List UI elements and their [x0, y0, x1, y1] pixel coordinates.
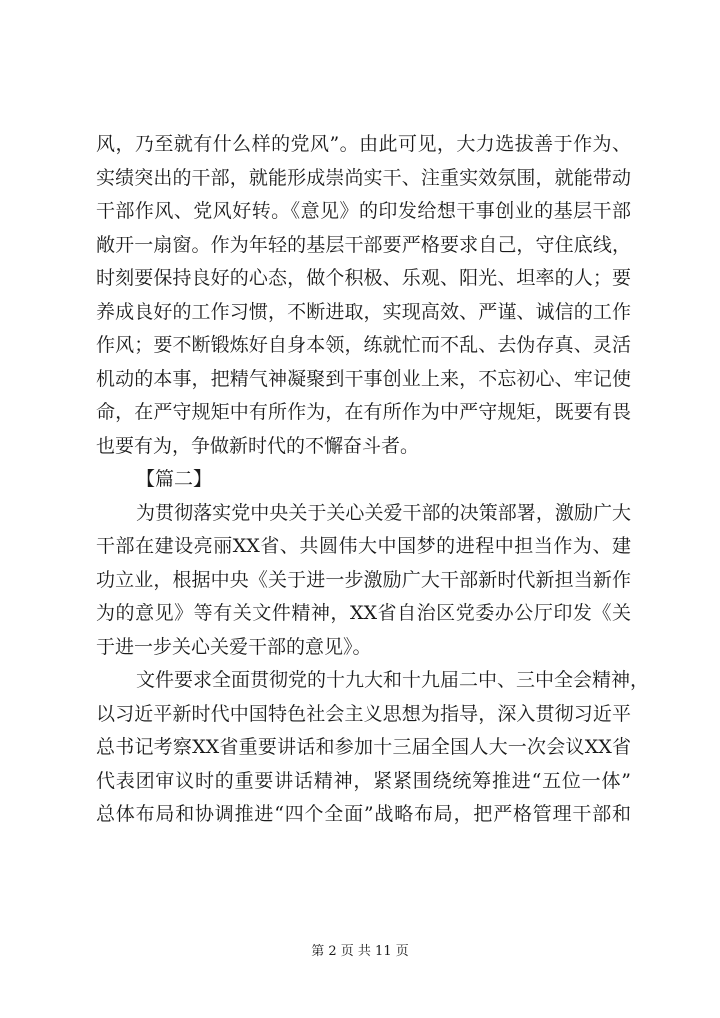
text-line: 干部作风、党风好转。《意见》的印发给想干事创业的基层干部 [96, 200, 631, 222]
text-line: 于进一步关心关爱干部的意见》。 [96, 635, 372, 658]
text-line: 作风；要不断锻炼好自身本领，练就忙而不乱、去伪存真、灵活 [96, 334, 631, 356]
text-line: 为的意见》等有关文件精神，XX省自治区党委办公厅印发《关 [96, 602, 631, 624]
text-line: 也要有为，争做新时代的不懈奋斗者。 [96, 434, 420, 457]
text-line: 实绩突出的干部，就能形成崇尚实干、注重实效氛围，就能带动 [96, 166, 631, 189]
text-line: 养成良好的工作习惯，不断进取，实现高效、严谨、诚信的工作 [96, 300, 631, 323]
text-line: 干部在建设亮丽XX省、共圆伟大中国梦的进程中担当作为、建 [96, 535, 631, 557]
text-line: 命，在严守规矩中有所作为，在有所作为中严守规矩，既要有畏 [96, 401, 631, 423]
text-line: 机动的本事，把精气神凝聚到干事创业上来，不忘初心、牢记使 [96, 367, 631, 390]
text-line: 代表团审议时的重要讲话精神，紧紧围绕统筹推进“五位一体” [96, 769, 631, 792]
text-line: 敞开一扇窗。作为年轻的基层干部要严格要求自己，守住底线， [96, 233, 631, 256]
text-line: 总书记考察XX省重要讲话和参加十三届全国人大一次会议XX省 [96, 736, 631, 758]
text-line: 功立业，根据中央《关于进一步激励广大干部新时代新担当新作 [96, 568, 631, 591]
document-body [96, 128, 650, 832]
section-heading: 【篇二】 [136, 468, 213, 490]
text-line: 总体布局和协调推进“四个全面”战略布局，把严格管理干部和 [96, 803, 631, 825]
text-line: 以习近平新时代中国特色社会主义思想为指导，深入贯彻习近平 [96, 702, 631, 725]
text-line: 为贯彻落实党中央关于关心关爱干部的决策部署，激励广大 [136, 501, 631, 524]
page-number-footer: 第 2 页 共 11 页 [311, 944, 409, 959]
text-line: 时刻要保持良好的心态，做个积极、乐观、阳光、坦率的人；要 [96, 267, 631, 289]
text-line: 文件要求全面贯彻党的十九大和十九届二中、三中全会精神， [136, 669, 650, 691]
text-line: 风，乃至就有什么样的党风”。由此可见，大力选拔善于作为、 [96, 133, 631, 155]
